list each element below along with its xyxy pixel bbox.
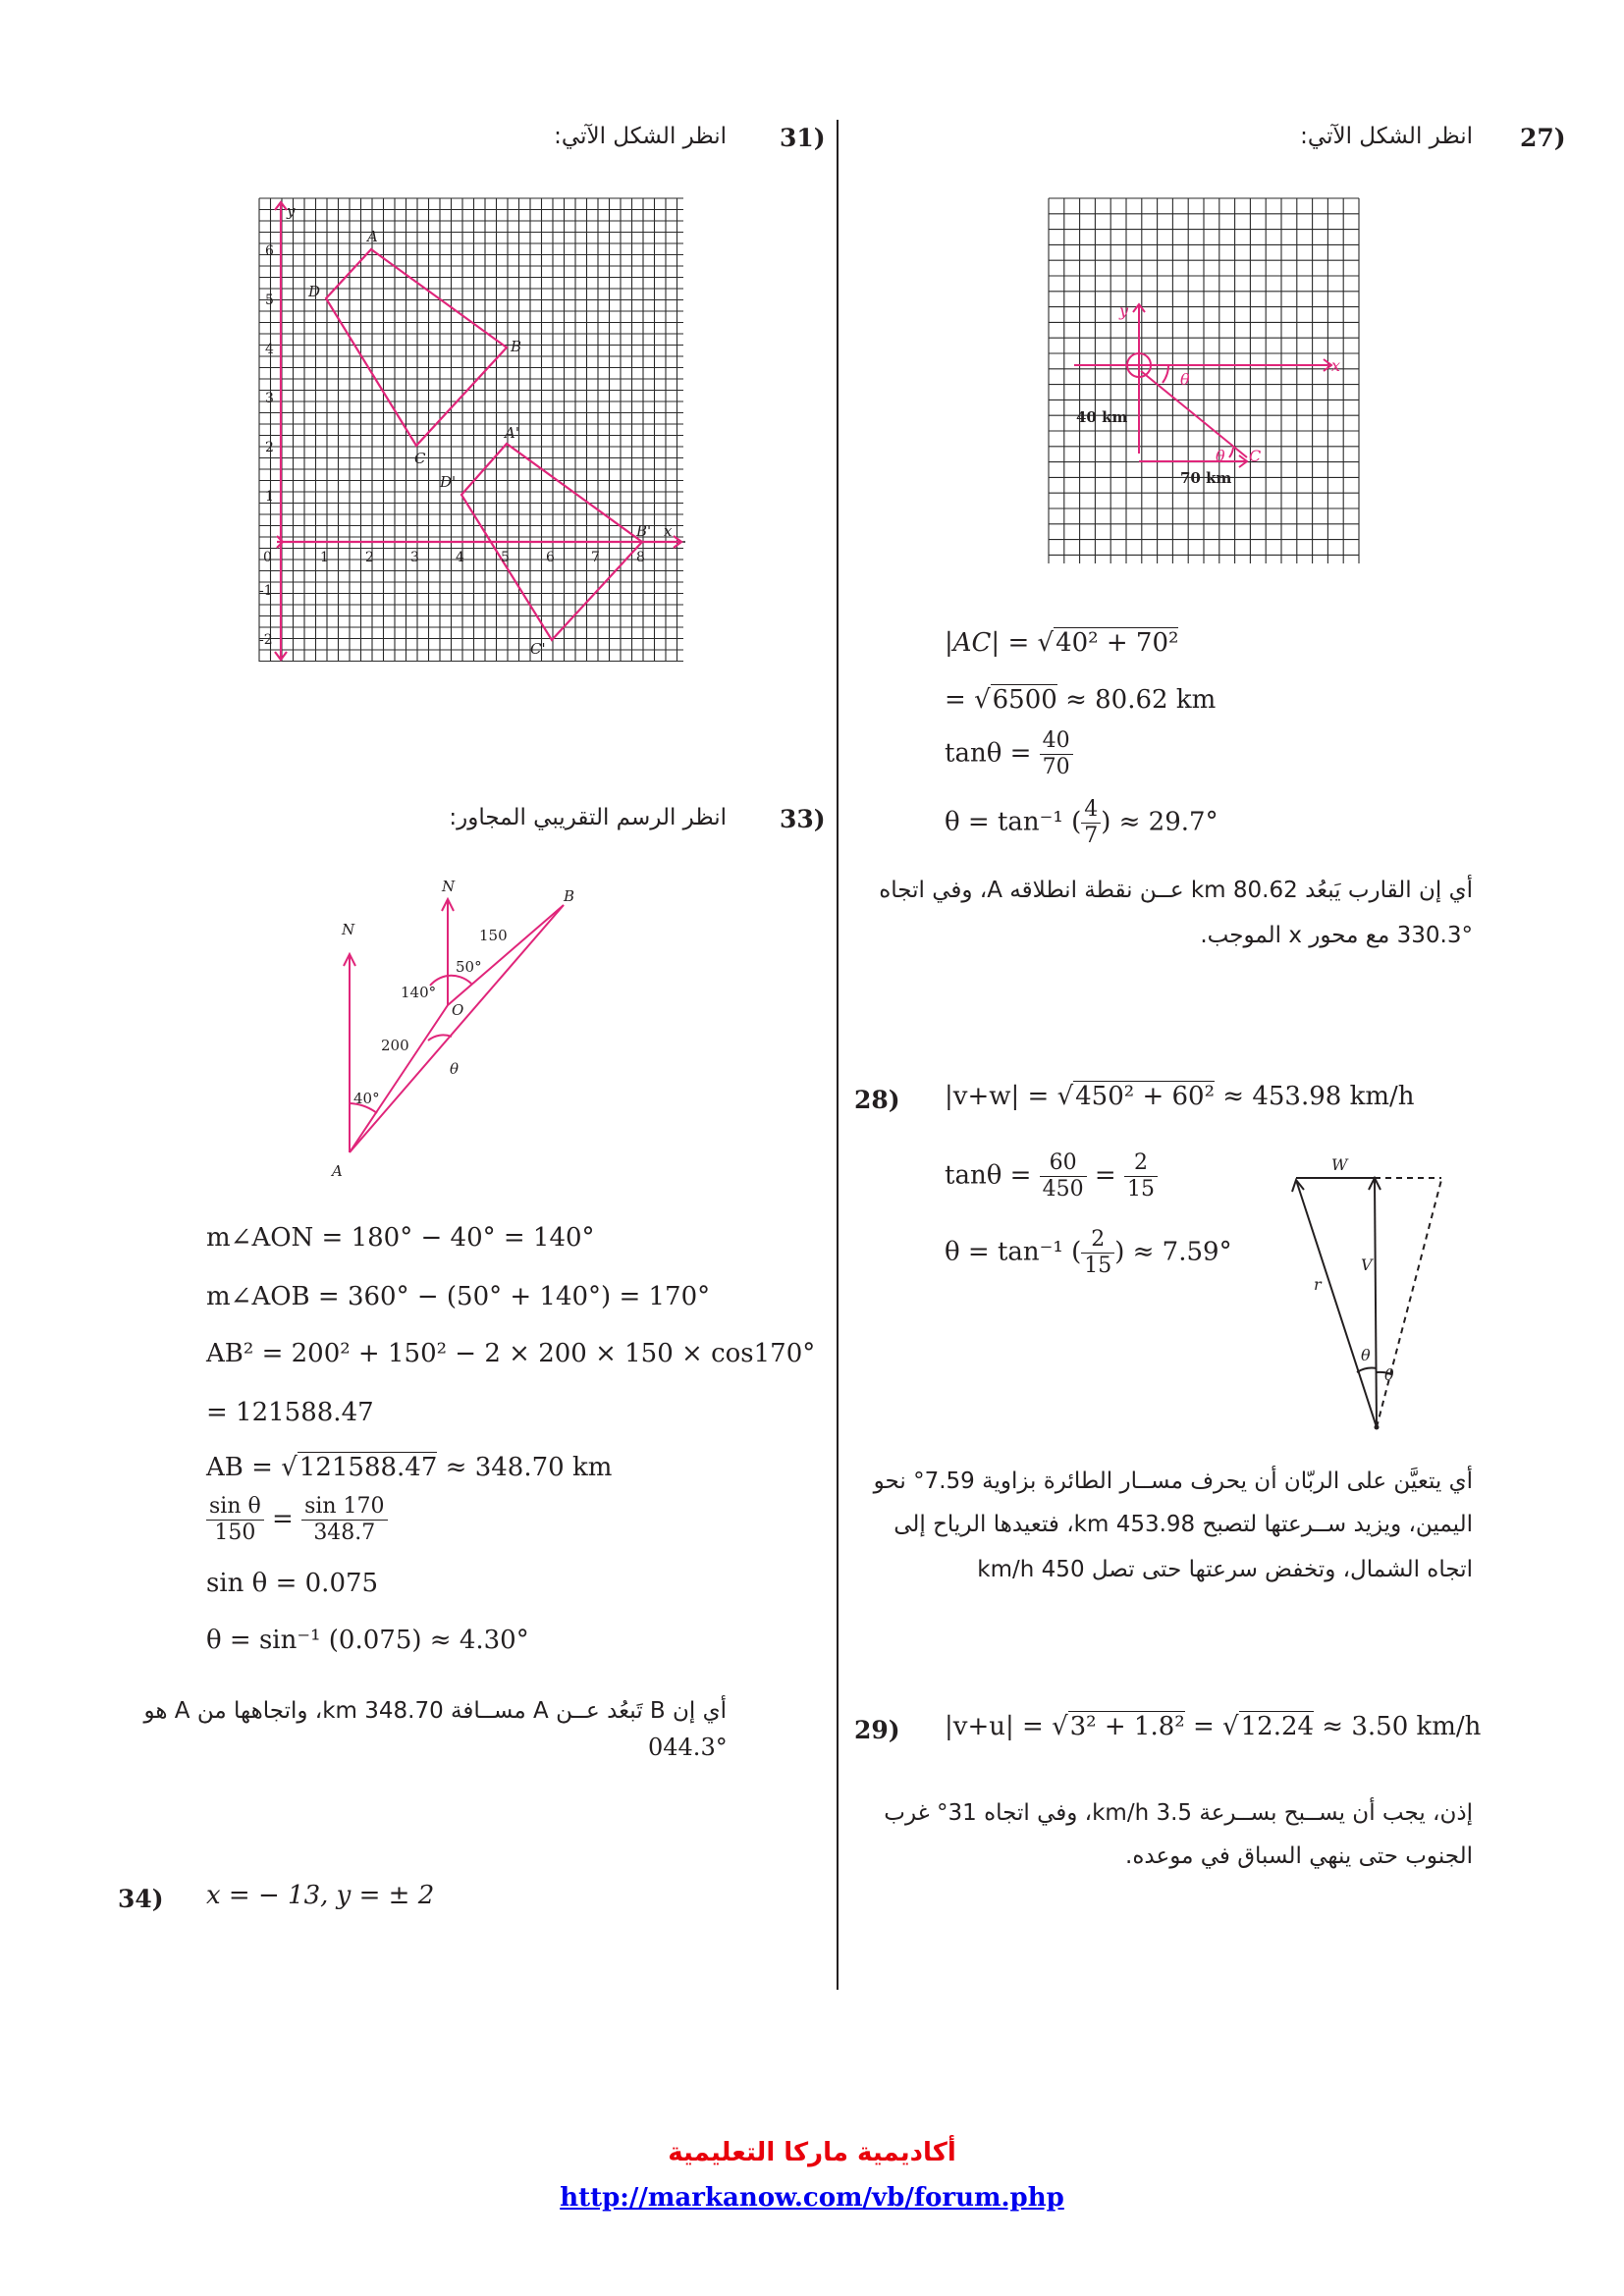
p33-line7: sin θ = 0.075	[206, 1569, 379, 1598]
y-tick-5: 5	[265, 293, 274, 308]
p28-answer-line1: أي يتعيَّن على الربّان أن يحرف مســار الطائرة بزاوية 7.59° نحو	[873, 1468, 1473, 1494]
fig31-B-label: B	[511, 338, 522, 355]
p28-line2: tanθ = $\frac{60}{450}$ = $\frac{2}{15}$	[945, 1150, 1158, 1202]
fig31-B2-label: B'	[636, 522, 652, 540]
fig31-A-label: A	[367, 228, 378, 245]
x-tick-0: 0	[263, 550, 272, 565]
fig31-x-label: x	[664, 522, 673, 540]
footer-link[interactable]: http://markanow.com/vb/forum.php	[560, 2183, 1064, 2213]
fig33-A-label: A	[332, 1162, 343, 1180]
p27-answer-line2: 330.3° مع محور x الموجب.	[1200, 923, 1473, 948]
p33-line4: = 121588.47	[206, 1398, 374, 1427]
fig31-C2-label: C'	[530, 640, 546, 658]
p33-line5: AB = √121588.47 ≈ 348.70 km	[206, 1453, 613, 1482]
x-tick-2: 2	[365, 550, 374, 565]
p27-line3: tanθ = $\frac{40}{70}$	[945, 728, 1073, 780]
problem-27-number: 27)	[1520, 124, 1566, 152]
fig31-C-label: C	[414, 450, 426, 467]
fig33-200-label: 200	[381, 1037, 409, 1054]
fig28-w-label: W	[1331, 1155, 1348, 1174]
fig28-theta2-label: θ	[1384, 1365, 1394, 1384]
fig27-70km-label: 70 km	[1180, 469, 1232, 487]
fig33-theta-label: θ	[450, 1060, 460, 1078]
y-tick-neg2: -2	[259, 632, 273, 648]
p33-line8: θ = sin⁻¹ (0.075) ≈ 4.30°	[206, 1626, 529, 1655]
p27-line1: |AC| = √40² + 70²	[945, 628, 1179, 658]
problem-31-prompt: انظر الشكل الآتي:	[554, 124, 727, 149]
p28-answer-line2: اليمين، ويزيد ســرعتها لتصبح 453.98 km، فتعيدها الرياح إلى	[893, 1512, 1473, 1537]
fig28-theta1-label: θ	[1361, 1346, 1371, 1364]
problem-34-number: 34)	[118, 1885, 164, 1913]
problem-27-prompt: انظر الشكل الآتي:	[1300, 124, 1473, 149]
problem-33-number: 33)	[780, 805, 826, 833]
y-tick-2: 2	[265, 440, 274, 455]
problem-28-figure	[1286, 1147, 1453, 1441]
y-tick-1: 1	[265, 489, 274, 505]
fig27-x-label: x	[1331, 356, 1341, 375]
fig31-y-label: y	[287, 202, 296, 220]
p29-equation: |v+u| = √3² + 1.8² = √12.24 ≈ 3.50 km/h	[945, 1712, 1482, 1741]
fig33-O-label: O	[452, 1001, 464, 1019]
fig27-y-label: y	[1119, 301, 1129, 320]
problem-28-number: 28)	[854, 1086, 900, 1114]
fig27-40km-label: 40 km	[1076, 408, 1128, 426]
fig27-theta-label: θ	[1180, 370, 1190, 389]
problem-27-figure	[1047, 196, 1361, 565]
p29-answer-line2: الجنوب حتى ينهي السباق في موعده.	[1125, 1843, 1473, 1869]
problem-31-number: 31)	[780, 124, 826, 152]
p33-answer-line1: أي إن B تَبعُد عــن A مســافة 348.70 km، واتجاهها من A هو	[143, 1698, 727, 1724]
p27-answer-line1: أي إن القارب يَبعُد 80.62 km عــن نقطة انطلاقه A، وفي اتجاه	[879, 878, 1473, 903]
problem-31-figure	[257, 196, 685, 664]
y-tick-3: 3	[265, 391, 274, 406]
fig33-N1-label: N	[342, 921, 355, 938]
fig27-theta2-label: θ	[1216, 447, 1225, 465]
fig31-D2-label: D'	[440, 473, 457, 491]
p33-line2: m∠AOB = 360° − (50° + 140°) = 170°	[206, 1282, 711, 1311]
problem-29-number: 29)	[854, 1716, 900, 1744]
p33-answer-line2: 044.3°	[648, 1734, 728, 1761]
x-tick-3: 3	[410, 550, 419, 565]
fig33-B-label: B	[564, 887, 575, 905]
x-tick-4: 4	[456, 550, 464, 565]
x-tick-5: 5	[501, 550, 510, 565]
y-tick-6: 6	[265, 243, 274, 259]
x-tick-1: 1	[320, 550, 329, 565]
fig28-r-label: r	[1314, 1275, 1322, 1294]
problem-33-figure	[320, 868, 595, 1182]
y-tick-neg1: -1	[259, 583, 273, 599]
p29-answer-line1: إذن، يجب أن يســبح بســرعة 3.5 km/h، وفي اتجاه 31° غرب	[884, 1800, 1473, 1826]
x-tick-7: 7	[591, 550, 600, 565]
fig33-40deg-label: 40°	[353, 1090, 380, 1107]
p27-line2: = √6500 ≈ 80.62 km	[945, 685, 1217, 715]
x-tick-8: 8	[636, 550, 645, 565]
p33-line6: $\frac{\text{sin θ}}{150}$ = $\frac{\sin 170}{348.7}$	[206, 1494, 388, 1546]
x-tick-6: 6	[546, 550, 555, 565]
column-divider	[837, 120, 839, 1990]
problem-33-prompt: انظر الرسم التقريبي المجاور:	[449, 805, 727, 830]
p33-line1: m∠AON = 180° − 40° = 140°	[206, 1223, 595, 1253]
fig27-c-label: C	[1249, 447, 1262, 465]
y-tick-4: 4	[265, 342, 274, 357]
footer-title: أكاديمية ماركا التعليمية	[668, 2138, 956, 2167]
p33-line3: AB² = 200² + 150² − 2 × 200 × 150 × cos170°	[206, 1339, 816, 1368]
fig31-A2-label: A'	[505, 424, 519, 442]
fig31-D-label: D	[308, 283, 321, 300]
fig33-150-label: 150	[479, 927, 508, 944]
fig33-N2-label: N	[442, 878, 456, 895]
p28-line3: θ = tan⁻¹ ( $\frac{2}{15}$ ) ≈ 7.59°	[945, 1227, 1232, 1278]
p27-line4: θ = tan⁻¹ ( $\frac{4}{7}$ ) ≈ 29.7°	[945, 797, 1218, 848]
p34-equation: x = − 13, y = ± 2	[206, 1881, 435, 1910]
p28-answer-line3: اتجاه الشمال، وتخفض سرعتها حتى تصل 450 km/h	[977, 1557, 1473, 1582]
p28-line1: |v+w| = √450² + 60² ≈ 453.98 km/h	[945, 1082, 1415, 1111]
fig28-v-label: V	[1361, 1255, 1373, 1274]
fig33-50deg-label: 50°	[456, 958, 482, 976]
fig33-140deg-label: 140°	[401, 984, 437, 1001]
